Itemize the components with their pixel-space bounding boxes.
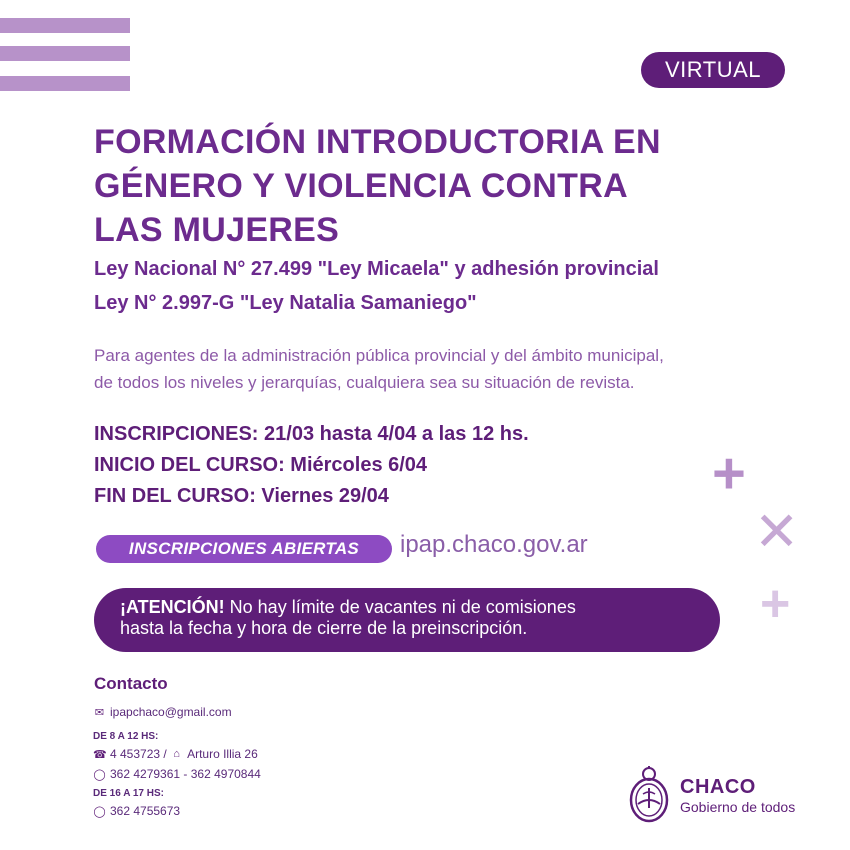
law-reference: Ley N° 2.997-G "Ley Natalia Samaniego": [94, 292, 477, 314]
law-reference: Ley Nacional N° 27.499 "Ley Micaela" y adhesión provincial: [94, 258, 659, 280]
audience-description: Para agentes de la administración pública provincial y del ámbito municipal, de todos los niveles y jerarquías, cualquiera sea su situación de revista.: [94, 346, 664, 392]
plus-icon: +: [760, 575, 791, 633]
chaco-seal-icon: [628, 766, 670, 826]
logo-tagline: Gobierno de todos: [680, 799, 796, 815]
contact-whatsapp: ◯ 362 4755673: [93, 804, 181, 818]
contact-whatsapp: ◯ 362 4279361 - 362 4970844: [93, 767, 261, 781]
contact-title: Contacto: [94, 674, 168, 693]
whatsapp-icon: ◯: [93, 805, 106, 818]
decorative-stripe: [0, 18, 130, 33]
hours-morning: DE 8 A 12 HS:: [93, 731, 159, 742]
plus-icon: +: [712, 441, 746, 506]
hours-afternoon: DE 16 A 17 HS:: [93, 788, 164, 799]
registration-dates: INSCRIPCIONES: 21/03 hasta 4/04 a las 12 hs.: [94, 423, 529, 445]
whatsapp-icon: ◯: [93, 768, 106, 781]
website-link[interactable]: ipap.chaco.gov.ar: [400, 531, 588, 558]
course-dates: [94, 419, 529, 512]
end-date: FIN DEL CURSO: Viernes 29/04: [94, 485, 389, 507]
contact-phone: ☎ 4 453723 / ⌂ Arturo Illia 26: [93, 747, 258, 761]
attention-banner: ¡ATENCIÓN! No hay límite de vacantes ni de comisiones hasta la fecha y hora de cierre de la preinscripción.: [94, 588, 720, 652]
phone-icon: ☎: [93, 748, 107, 761]
decorative-stripe: [0, 46, 130, 61]
start-date: INICIO DEL CURSO: Miércoles 6/04: [94, 454, 428, 476]
logo-name: CHACO: [680, 776, 756, 798]
virtual-badge: VIRTUAL: [641, 52, 785, 88]
contact-email: [93, 705, 232, 719]
decorative-stripe: [0, 76, 130, 91]
home-icon: ⌂: [173, 748, 180, 760]
registration-open-badge: INSCRIPCIONES ABIERTAS: [96, 535, 392, 563]
email-icon: ✉: [94, 706, 105, 719]
cross-icon: ✕: [754, 502, 800, 562]
course-title: FORMACIÓN INTRODUCTORIA EN GÉNERO Y VIOLENCIA CONTRA LAS MUJERES: [94, 123, 661, 249]
email-link[interactable]: ipapchaco@gmail.com: [110, 705, 232, 719]
